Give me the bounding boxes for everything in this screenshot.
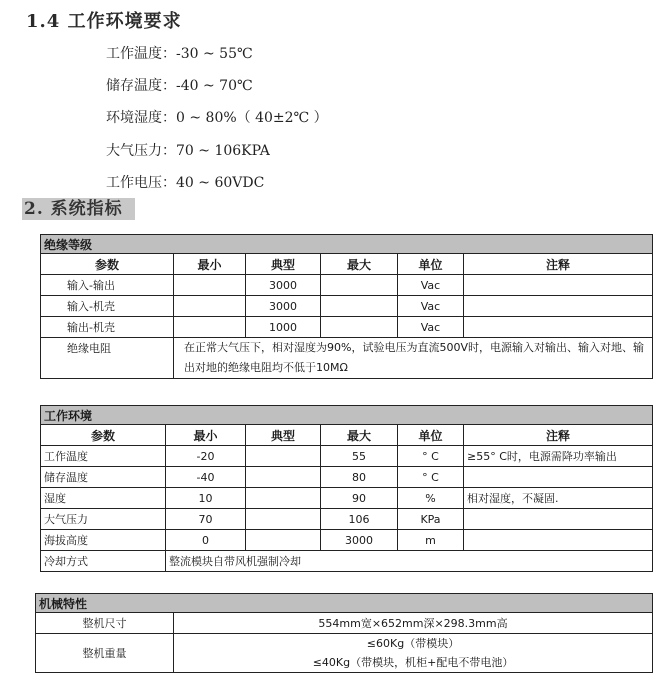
cell-note <box>464 275 653 296</box>
cell-max <box>321 275 398 296</box>
cell-param: 冷却方式 <box>41 551 166 572</box>
cell-note <box>464 296 653 317</box>
col-header: 典型 <box>246 425 321 446</box>
cell-min: -20 <box>166 446 246 467</box>
environment-table <box>40 405 653 572</box>
req-line-work-temp: 工作温度：-30 ~ 55℃ <box>106 46 253 62</box>
cell-weight-value <box>174 634 653 673</box>
table-row <box>41 317 653 338</box>
table-row <box>41 530 653 551</box>
req-line-humidity: 环境湿度：0 ~ 80%（ 40±2℃ ） <box>106 110 328 126</box>
cell-typ <box>246 488 321 509</box>
col-header: 最小 <box>166 425 246 446</box>
col-header: 最大 <box>321 425 398 446</box>
col-header: 典型 <box>246 254 321 275</box>
cell-unit: Vac <box>398 296 464 317</box>
col-header: 单位 <box>398 254 464 275</box>
cell-note <box>464 530 653 551</box>
col-header: 注释 <box>464 254 653 275</box>
cell-typ <box>246 446 321 467</box>
cell-size-value: 554mm宽×652mm深×298.3mm高 <box>174 613 653 634</box>
table-row <box>41 446 653 467</box>
req-line-voltage: 工作电压：40 ~ 60VDC <box>106 175 265 191</box>
col-header: 参数 <box>41 425 166 446</box>
section-heading-system-specs: 2. 系统指标 <box>22 198 135 220</box>
table-row <box>41 488 653 509</box>
cell-unit: KPa <box>398 509 464 530</box>
environment-header-row <box>41 425 653 446</box>
cell-param: 输入-机壳 <box>41 296 174 317</box>
col-header: 参数 <box>41 254 174 275</box>
cell-note <box>464 317 653 338</box>
cell-param: 整机重量 <box>36 634 174 673</box>
col-header: 最大 <box>321 254 398 275</box>
environment-title: 工作环境 <box>41 406 653 425</box>
table-row <box>41 551 653 572</box>
cell-unit: Vac <box>398 275 464 296</box>
cell-param: 海拔高度 <box>41 530 166 551</box>
cell-param: 整机尺寸 <box>36 613 174 634</box>
cell-typ: 3000 <box>246 296 321 317</box>
table-row <box>36 634 653 673</box>
cell-unit: ° C <box>398 446 464 467</box>
cell-max: 80 <box>321 467 398 488</box>
cell-min: 10 <box>166 488 246 509</box>
cell-typ <box>246 530 321 551</box>
cell-unit: m <box>398 530 464 551</box>
cell-typ <box>246 467 321 488</box>
table-row <box>41 338 653 379</box>
table-row <box>41 509 653 530</box>
col-header: 单位 <box>398 425 464 446</box>
cell-note <box>464 509 653 530</box>
table-row <box>36 613 653 634</box>
insulation-header-row <box>41 254 653 275</box>
cell-param: 绝缘电阻 <box>41 338 174 379</box>
mechanical-table <box>35 593 653 673</box>
weight-line: ≤60Kg（带模块） <box>366 637 460 650</box>
cell-max <box>321 317 398 338</box>
cell-unit: ° C <box>398 467 464 488</box>
req-line-pressure: 大气压力：70 ~ 106KPA <box>106 143 270 159</box>
cell-param: 大气压力 <box>41 509 166 530</box>
cell-min: 0 <box>166 530 246 551</box>
col-header: 最小 <box>174 254 246 275</box>
cell-param: 输入-输出 <box>41 275 174 296</box>
cell-typ: 3000 <box>246 275 321 296</box>
cell-max <box>321 296 398 317</box>
cell-min: 70 <box>166 509 246 530</box>
insulation-table <box>40 234 653 379</box>
table-row <box>41 275 653 296</box>
cell-typ <box>246 509 321 530</box>
cell-note <box>464 467 653 488</box>
section-heading-env-requirements: 1.4 工作环境要求 <box>26 11 182 32</box>
cell-param: 输出-机壳 <box>41 317 174 338</box>
req-line-storage-temp: 储存温度：-40 ~ 70℃ <box>106 78 253 94</box>
table-row <box>41 467 653 488</box>
cell-unit: Vac <box>398 317 464 338</box>
cell-typ: 1000 <box>246 317 321 338</box>
cell-param: 工作温度 <box>41 446 166 467</box>
insulation-resistance-text: 在正常大气压下，相对湿度为90%，试验电压为直流500V时，电源输入对输出、输入对地、输出对地的绝缘电阻均不低于10MΩ <box>174 338 653 379</box>
cell-param: 储存温度 <box>41 467 166 488</box>
insulation-title: 绝缘等级 <box>41 235 653 254</box>
table-row <box>41 296 653 317</box>
cell-max: 106 <box>321 509 398 530</box>
cell-unit: % <box>398 488 464 509</box>
col-header: 注释 <box>464 425 653 446</box>
cell-min <box>174 317 246 338</box>
cell-max: 90 <box>321 488 398 509</box>
cell-min <box>174 296 246 317</box>
cell-note: ≥55° C时，电源需降功率输出 <box>464 446 653 467</box>
cell-note: 相对湿度，不凝固. <box>464 488 653 509</box>
weight-line: ≤40Kg（带模块，机柜+配电不带电池） <box>312 656 514 669</box>
cell-max: 3000 <box>321 530 398 551</box>
cell-min: -40 <box>166 467 246 488</box>
cell-min <box>174 275 246 296</box>
mechanical-title: 机械特性 <box>36 594 653 613</box>
cooling-text: 整流模块自带风机强制冷却 <box>166 551 653 572</box>
cell-max: 55 <box>321 446 398 467</box>
cell-param: 湿度 <box>41 488 166 509</box>
